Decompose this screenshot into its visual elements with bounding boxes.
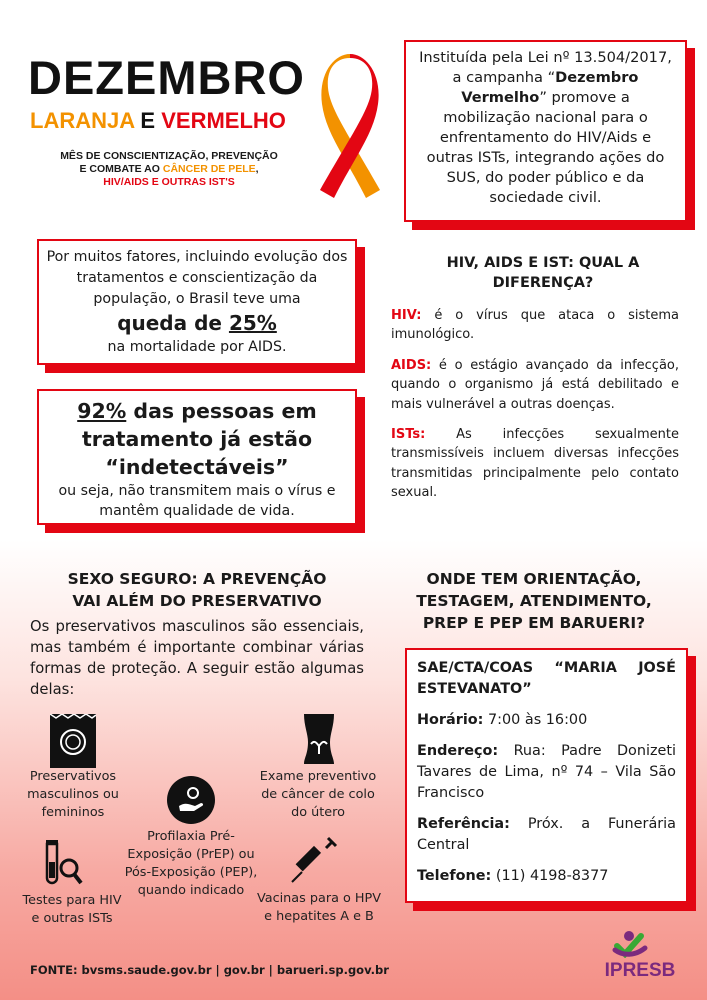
safe-sex-title-line-1: SEXO SEGURO: A PREVENÇÃO bbox=[67, 570, 327, 588]
tagline-line-3: HIV/AIDS E OUTRAS IST'S bbox=[103, 176, 235, 188]
definition-aids bbox=[391, 356, 679, 414]
subtitle-red: VERMELHO bbox=[161, 108, 286, 133]
where-title bbox=[400, 568, 668, 634]
tagline-line-1: MÊS DE CONSCIENTIZAÇÃO, PREVENÇÃO bbox=[60, 150, 278, 162]
phone-value: (11) 4198-8377 bbox=[491, 868, 609, 884]
facility-name: SAE/CTA/COAS “MARIA JOSÉ ESTEVANATO” bbox=[417, 660, 676, 697]
definition-text: As infecções sexualmente transmissíveis incluem diversas infecções transmitidas principalmente pelo contato sexual. bbox=[391, 427, 679, 501]
address-label: Endereço: bbox=[417, 743, 499, 759]
safe-sex-title bbox=[30, 568, 364, 612]
where-title-line-1: ONDE TEM ORIENTAÇÃO, bbox=[426, 570, 642, 588]
definition-label: HIV: bbox=[391, 308, 422, 323]
facility-info-box bbox=[405, 648, 688, 903]
facility-address bbox=[417, 741, 676, 804]
campaign-name: Dezembro Vermelho bbox=[461, 69, 639, 106]
reference-label: Referência: bbox=[417, 816, 510, 832]
undetectable-value: 92% bbox=[77, 399, 127, 423]
mortality-headline-pre: queda de bbox=[117, 311, 229, 335]
undetectable-stat-box bbox=[37, 389, 357, 525]
tagline-line-2-pre: E COMBATE AO bbox=[79, 163, 163, 175]
mortality-stat-box bbox=[37, 239, 357, 365]
subtitle-orange: LARANJA bbox=[30, 108, 135, 133]
hours-label: Horário: bbox=[417, 712, 484, 728]
mortality-headline bbox=[45, 310, 349, 337]
definition-ists bbox=[391, 425, 679, 503]
mortality-intro: Por muitos fatores, incluindo evolução dos tratamentos e conscientização da população, o Brasil teve uma bbox=[46, 249, 348, 307]
method-label-uterus-exam: Exame preventivo de câncer de colo do útero bbox=[259, 769, 377, 820]
prep-pill-icon bbox=[167, 776, 215, 824]
differences-list bbox=[391, 306, 679, 514]
awareness-ribbon-icon bbox=[310, 54, 390, 204]
condom-icon bbox=[50, 714, 96, 768]
definition-hiv bbox=[391, 306, 679, 345]
safe-sex-title-line-2: VAI ALÉM DO PRESERVATIVO bbox=[72, 592, 322, 610]
sources-footer: FONTE: bvsms.saude.gov.br | gov.br | barueri.sp.gov.br bbox=[30, 963, 389, 977]
safe-sex-text: Os preservativos masculinos são essenciais, mas também é importante combinar várias formas de proteção. A seguir estão algumas delas: bbox=[30, 618, 364, 698]
mortality-detail: na mortalidade por AIDS. bbox=[107, 339, 287, 355]
facility-hours bbox=[417, 710, 676, 731]
tagline-line-2 bbox=[40, 163, 298, 176]
undetectable-detail: ou seja, não transmitem mais o vírus e mantêm qualidade de vida. bbox=[58, 483, 336, 519]
logo-text: IPRESB bbox=[604, 960, 676, 981]
method-label-vaccines: Vacinas para o HPV e hepatites A e B bbox=[256, 891, 381, 924]
subtitle-connector: E bbox=[140, 108, 156, 133]
definition-text: é o estágio avançado da infecção, quando o organismo já está debilitado e mais vulnerável a outras doenças. bbox=[391, 357, 679, 412]
definition-label: ISTs: bbox=[391, 427, 426, 443]
reference-value: Próx. a Funerária Central bbox=[417, 816, 676, 853]
hours-value: 7:00 às 16:00 bbox=[483, 712, 588, 728]
where-title-line-2: TESTAGEM, ATENDIMENTO, bbox=[416, 592, 652, 610]
law-text-pre: Instituída pela Lei nº 13.504/2017, a campanha “ bbox=[419, 49, 672, 86]
method-label-tests: Testes para HIV e outras ISTs bbox=[22, 893, 122, 926]
where-title-line-3: PREP E PEP EM BARUERI? bbox=[422, 614, 646, 632]
test-tube-icon bbox=[44, 838, 84, 890]
phone-label: Telefone: bbox=[417, 868, 492, 884]
mortality-value: 25% bbox=[228, 311, 277, 335]
campaign-tagline bbox=[40, 150, 298, 189]
address-value: Rua: Padre Donizeti Tavares de Lima, nº 74 – Vila São Francisco bbox=[417, 743, 676, 801]
law-text-post: ” promove a mobilização nacional para o enfrentamento do HIV/Aids e outras ISTs, integrando ações do SUS, do poder público e da sociedade civil. bbox=[426, 89, 665, 206]
tagline-line-2-post: , bbox=[255, 163, 259, 175]
tagline-skin-cancer: CÂNCER DE PELE bbox=[162, 163, 256, 175]
undetectable-headline bbox=[43, 397, 351, 481]
facility-phone bbox=[417, 866, 676, 887]
definition-text: é o vírus que ataca o sistema imunológico. bbox=[391, 308, 679, 343]
uterus-exam-icon bbox=[302, 712, 336, 766]
method-label-prep: Profilaxia Pré-Exposição (PrEP) ou Pós-Exposição (PEP), quando indicado bbox=[124, 829, 258, 898]
law-info-box bbox=[404, 40, 687, 222]
syringe-icon bbox=[290, 836, 338, 884]
differences-title: HIV, AIDS E IST: QUAL A DIFERENÇA? bbox=[446, 255, 640, 291]
method-label-condom: Preservativos masculinos ou femininos bbox=[27, 769, 119, 820]
undetectable-headline-rest: das pessoas em tratamento já estão “indetectáveis” bbox=[81, 399, 317, 479]
definition-label: AIDS: bbox=[391, 357, 432, 373]
campaign-subtitle bbox=[30, 108, 310, 134]
ipresb-logo-icon bbox=[595, 928, 685, 958]
facility-reference bbox=[417, 814, 676, 856]
campaign-title: DEZEMBRO bbox=[28, 51, 305, 104]
ipresb-logo bbox=[595, 928, 685, 983]
